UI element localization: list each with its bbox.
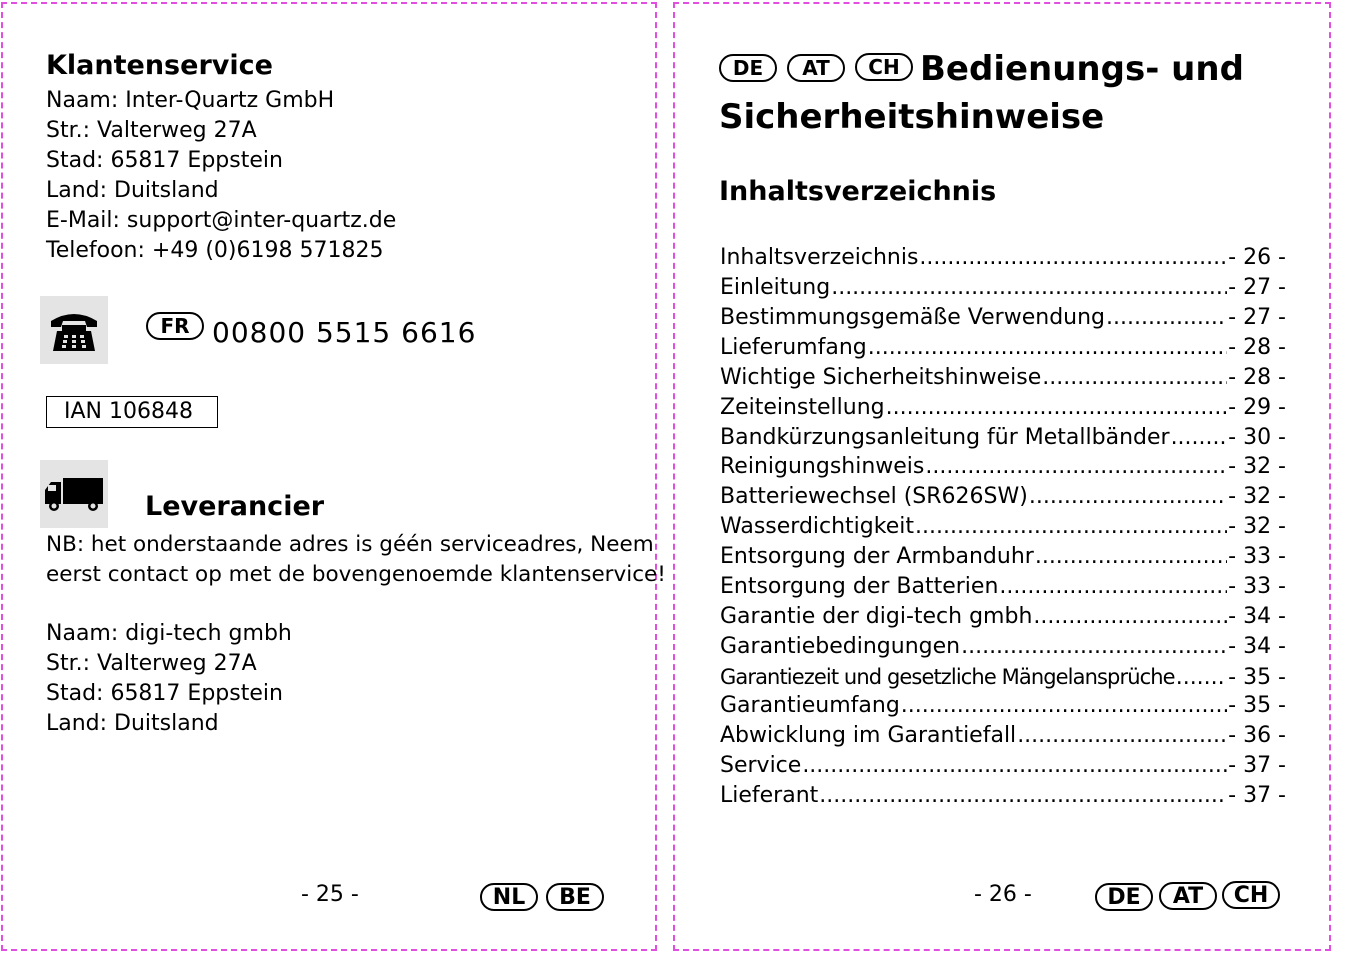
toc-entry-title: Bandkürzungsanleitung für Metallbänder (720, 425, 1170, 450)
document-title: Bedienungs- und (920, 49, 1244, 89)
toc-entry-title: Garantieumfang (720, 693, 900, 718)
toc-entry-page: - 33 - (1228, 544, 1286, 569)
toc-entry[interactable] (720, 452, 1286, 482)
toc-entry[interactable] (720, 393, 1286, 423)
klantenservice-line: Naam: Inter-Quartz GmbH (46, 88, 335, 113)
toc-entry-title: Bestimmungsgemäße Verwendung (720, 305, 1106, 330)
toc-entry-title: Garantie der digi-tech gmbh (720, 604, 1033, 629)
left-page (1, 2, 666, 951)
country-badge-be: BE (546, 883, 604, 911)
toc-leader (999, 572, 1227, 602)
toc-entry[interactable] (720, 572, 1286, 602)
klantenservice-email: E-Mail: support@inter-quartz.de (46, 208, 397, 233)
leverancier-note: NB: het onderstaande adres is géén serviceadres, Neem (46, 532, 654, 557)
toc-entry[interactable] (720, 512, 1286, 542)
truck-icon (40, 460, 108, 528)
country-badge-at: AT (787, 54, 845, 82)
country-badge-ch: CH (855, 53, 913, 81)
toc-entry-title: Service (720, 753, 802, 778)
toc-entry[interactable] (720, 333, 1286, 363)
toc-entry[interactable] (720, 751, 1286, 781)
toc-entry-title: Abwicklung im Garantiefall (720, 723, 1017, 748)
toc-entry-page: - 26 - (1228, 245, 1286, 270)
toc-entry-page: - 34 - (1228, 634, 1286, 659)
toc-entry-page: - 29 - (1228, 395, 1286, 420)
toc-entry-page: - 32 - (1228, 454, 1286, 479)
toc-entry-title: Garantiezeit und gesetzliche Mängelansprüche (720, 665, 1175, 689)
toc-entry[interactable] (720, 273, 1286, 303)
toc-entry-title: Lieferant (720, 783, 819, 808)
right-page (673, 2, 1331, 951)
toc-entry[interactable] (720, 602, 1286, 632)
toc-entry-title: Entsorgung der Batterien (720, 574, 999, 599)
toc-entry-page: - 28 - (1228, 335, 1286, 360)
country-badge-de: DE (1095, 883, 1153, 911)
toc-entry-page: - 27 - (1228, 305, 1286, 330)
toc-entry-page: - 35 - (1228, 665, 1286, 690)
toc-entry-page: - 37 - (1228, 753, 1286, 778)
country-badge-nl: NL (480, 883, 538, 911)
leverancier-note: eerst contact op met de bovengenoemde klantenservice! (46, 562, 666, 587)
toc-entry-page: - 35 - (1228, 693, 1286, 718)
toc-entry-title: Reinigungshinweis (720, 454, 925, 479)
klantenservice-line: Land: Duitsland (46, 178, 219, 203)
toc-entry[interactable] (720, 542, 1286, 572)
toc-leader (925, 452, 1227, 482)
leverancier-line: Stad: 65817 Eppstein (46, 681, 283, 706)
toc-entry-title: Wasserdichtigkeit (720, 514, 914, 539)
toc-leader (1171, 423, 1228, 453)
toc-entry-page: - 37 - (1228, 783, 1286, 808)
leverancier-line: Str.: Valterweg 27A (46, 651, 257, 676)
toc-entry-title: Lieferumfang (720, 335, 867, 360)
country-badge-fr: FR (146, 312, 204, 340)
country-badge-de: DE (719, 54, 777, 82)
country-badge-at: AT (1159, 882, 1217, 910)
toc-leader (886, 393, 1228, 423)
toc-leader (1029, 482, 1227, 512)
klantenservice-line: Stad: 65817 Eppstein (46, 148, 283, 173)
toc-entry-page: - 36 - (1228, 723, 1286, 748)
toc-entry[interactable] (720, 781, 1286, 811)
toc-leader (868, 333, 1227, 363)
toc-entry-title: Einleitung (720, 275, 831, 300)
toc-entry-page: - 30 - (1228, 425, 1286, 450)
toc-leader (1017, 721, 1227, 751)
toc-entry-page: - 27 - (1228, 275, 1286, 300)
leverancier-line: Land: Duitsland (46, 711, 219, 736)
toc-heading: Inhaltsverzeichnis (719, 176, 997, 207)
klantenservice-line: Str.: Valterweg 27A (46, 118, 257, 143)
toc-entry-title: Wichtige Sicherheitshinweise (720, 365, 1042, 390)
toc-entry-title: Zeiteinstellung (720, 395, 885, 420)
toc-entry[interactable] (720, 691, 1286, 721)
toc-leader (831, 273, 1227, 303)
phone-number: 00800 5515 6616 (212, 316, 477, 349)
toc-entry[interactable] (720, 243, 1286, 273)
toc-entry[interactable] (720, 303, 1286, 333)
page-number: - 25 - (301, 882, 359, 907)
country-badge-ch: CH (1222, 881, 1280, 909)
toc-entry-page: - 34 - (1228, 604, 1286, 629)
toc-entry-title: Garantiebedingungen (720, 634, 961, 659)
toc-leader (961, 632, 1227, 662)
document-title-line2: Sicherheitshinweise (719, 97, 1105, 137)
toc-entry[interactable] (720, 423, 1286, 453)
ian-number-box: IAN 106848 (46, 396, 218, 428)
toc-entry[interactable] (720, 662, 1286, 692)
toc-entry-page: - 32 - (1228, 514, 1286, 539)
toc-leader (919, 243, 1227, 273)
toc-entry-title: Entsorgung der Armbanduhr (720, 544, 1034, 569)
toc-leader (1106, 303, 1227, 333)
toc-entry-page: - 28 - (1228, 365, 1286, 390)
toc-entry[interactable] (720, 482, 1286, 512)
toc-entry[interactable] (720, 632, 1286, 662)
leverancier-heading: Leverancier (145, 491, 325, 522)
toc-entry[interactable] (720, 363, 1286, 393)
toc-leader (802, 751, 1227, 781)
klantenservice-heading: Klantenservice (46, 50, 273, 81)
toc-entry-title: Batteriewechsel (SR626SW) (720, 484, 1028, 509)
toc-leader (1176, 663, 1227, 693)
toc-entry-page: - 32 - (1228, 484, 1286, 509)
toc-entry-title: Inhaltsverzeichnis (720, 245, 919, 270)
toc-leader (1035, 542, 1227, 572)
toc-leader (901, 691, 1227, 721)
page-number: - 26 - (974, 882, 1032, 907)
toc-entry-page: - 33 - (1228, 574, 1286, 599)
leverancier-line: Naam: digi-tech gmbh (46, 621, 292, 646)
klantenservice-phone: Telefoon: +49 (0)6198 571825 (46, 238, 384, 263)
toc-entry[interactable] (720, 721, 1286, 751)
toc-leader (915, 512, 1227, 542)
toc-leader (1042, 363, 1227, 393)
telephone-icon (40, 296, 108, 364)
toc-leader (819, 781, 1227, 811)
toc-leader (1033, 602, 1227, 632)
